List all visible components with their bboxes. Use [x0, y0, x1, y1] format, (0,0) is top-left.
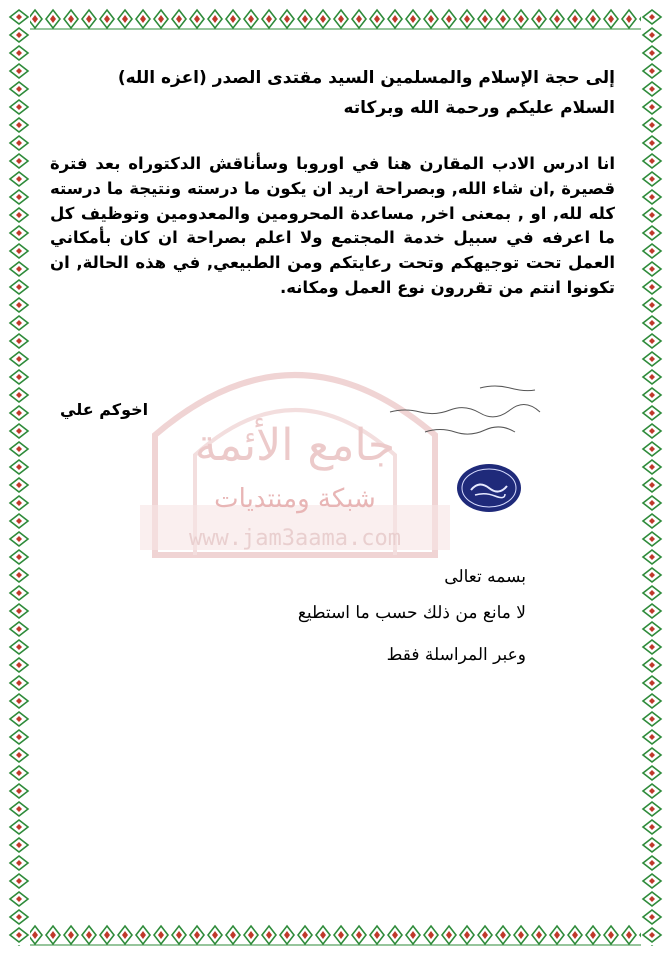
watermark-title: جامع الأئمة: [194, 420, 396, 471]
letter-body: انا ادرس الادب المقارن هنا في اوروبا وسأناقش الدكتوراه بعد فترة قصيرة ,ان شاء الله, وبصراحة اريد ان يكون ما درسته ونتيجة ما درسته كله لله, او , بمعنى اخر, مساعدة المحرومين والمعدومين وتوظيف كل ما اعرفه في سبيل خدمة المجتمع ولا اعلم بصراحة ان كان بأمكاني العمل تحت توجيهكم وتحت رعايتكم ومن الطبيعي, في هذه الحالة, ان تكونوا انتم من تقررون نوع العمل ومكانه.: [50, 154, 615, 297]
decorative-border-right: [641, 8, 663, 946]
reply-line-3: وعبر المراسلة فقط: [386, 645, 526, 665]
watermark-url: www.jam3aama.com: [189, 526, 401, 551]
decorative-border-bottom: [8, 924, 663, 946]
greeting-line-2: السلام عليكم ورحمة الله وبركاته: [343, 98, 615, 118]
reply-line-1: بسمه تعالى: [444, 567, 526, 587]
decorative-border-top: [8, 8, 663, 30]
watermark-subtitle: شبكة ومنتديات: [214, 484, 376, 514]
handwritten-note: [385, 382, 545, 444]
seal-stamp: [455, 462, 523, 514]
reply-line-2: لا مانع من ذلك حسب ما استطيع: [297, 603, 526, 623]
greeting-line-1: إلى حجة الإسلام والمسلمين السيد مقتدى الصدر (اعزه الله): [117, 68, 615, 88]
decorative-border-left: [8, 8, 30, 946]
signature: اخوكم علي: [60, 400, 149, 419]
